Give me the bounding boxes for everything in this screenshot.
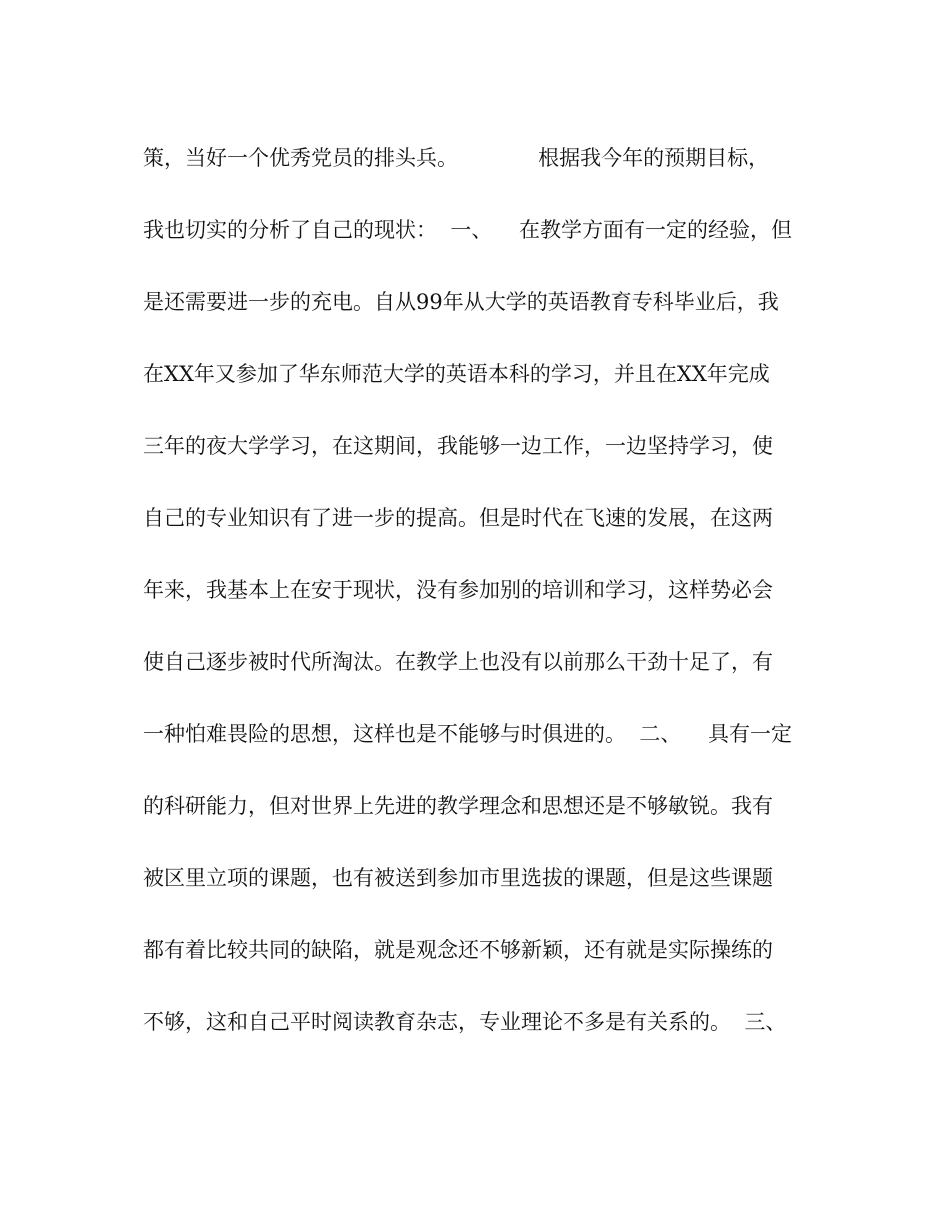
text-line: 被区里立项的课题，也有被送到参加市里选拔的课题，但是这些课题 bbox=[143, 866, 773, 890]
text-line: 三年的夜大学学习，在这期间，我能够一边工作，一边坚持学习，使 bbox=[143, 434, 773, 458]
text-line: 在XX年又参加了华东师范大学的英语本科的学习，并且在XX年完成 bbox=[143, 362, 770, 386]
text-line: 策，当好一个优秀党员的排头兵。 根据我今年的预期目标， bbox=[143, 146, 770, 170]
text-line: 一种怕难畏险的思想，这样也是不能够与时俱进的。 二、 具有一定 bbox=[143, 722, 793, 746]
text-line: 的科研能力，但对世界上先进的教学理念和思想还是不够敏锐。我有 bbox=[143, 794, 773, 818]
text-line: 是还需要进一步的充电。自从99年从大学的英语教育专科毕业后，我 bbox=[143, 290, 779, 314]
text-line: 不够，这和自己平时阅读教育杂志，专业理论不多是有关系的。 三、 bbox=[143, 1010, 787, 1034]
text-line: 我也切实的分析了自己的现状： 一、 在教学方面有一定的经验，但 bbox=[143, 218, 793, 242]
text-line: 都有着比较共同的缺陷，就是观念还不够新颖，还有就是实际操练的 bbox=[143, 938, 773, 962]
text-line: 年来，我基本上在安于现状，没有参加别的培训和学习，这样势必会 bbox=[143, 578, 773, 602]
text-line: 自己的专业知识有了进一步的提高。但是时代在飞速的发展，在这两 bbox=[143, 506, 773, 530]
text-line: 使自己逐步被时代所淘汰。在教学上也没有以前那么干劲十足了，有 bbox=[143, 650, 773, 674]
